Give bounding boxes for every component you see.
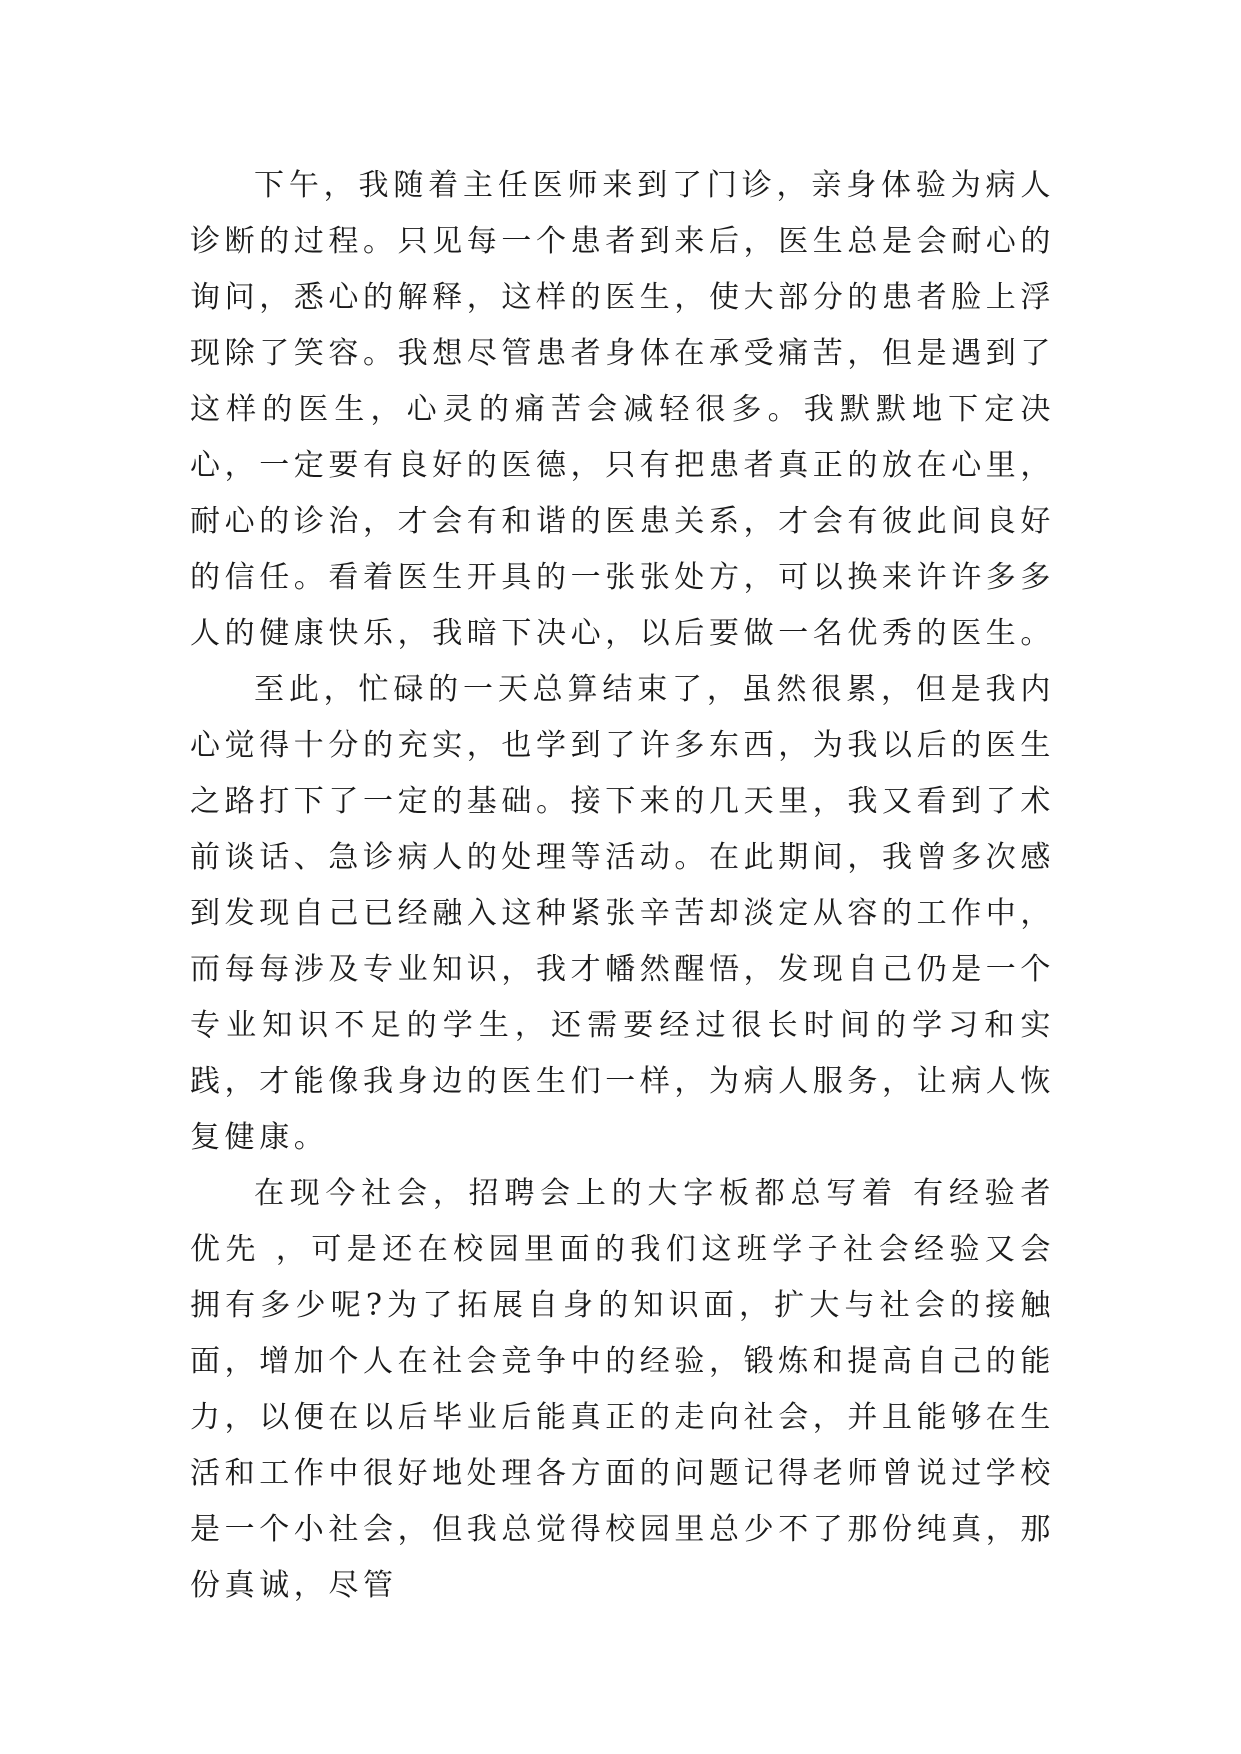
paragraph-outpatient: 下午，我随着主任医师来到了门诊，亲身体验为病人诊断的过程。只见每一个患者到来后，医生总是会耐心的询问，悉心的解释，这样的医生，使大部分的患者脸上浮现除了笑容。我想尽管患者身体在承受痛苦，但是遇到了这样的医生，心灵的痛苦会减轻很多。我默默地下定决心，一定要有良好的医德，只有把患者真正的放在心里，耐心的诊治，才会有和谐的医患关系，才会有彼此间良好的信任。看着医生开具的一张张处方，可以换来许许多多人的健康快乐，我暗下决心，以后要做一名优秀的医生。: [190, 168, 1055, 651]
paragraph-day-summary: 至此，忙碌的一天总算结束了，虽然很累，但是我内心觉得十分的充实，也学到了许多东西，为我以后的医生之路打下了一定的基础。接下来的几天里，我又看到了术前谈话、急诊病人的处理等活动。在此期间，我曾多次感到发现自己已经融入这种紧张辛苦却淡定从容的工作中，而每每涉及专业知识，我才幡然醒悟，发现自己仍是一个专业知识不足的学生，还需要经过很长时间的学习和实践，才能像我身边的医生们一样，为病人服务，让病人恢复健康。: [190, 672, 1055, 1155]
document-body: [190, 158, 1055, 1614]
paragraph-society: 在现今社会，招聘会上的大字板都总写着 有经验者优先 ，可是还在校园里面的我们这班学子社会经验又会拥有多少呢?为了拓展自身的知识面，扩大与社会的接触面，增加个人在社会竞争中的经验，锻炼和提高自己的能力，以便在以后毕业后能真正的走向社会，并且能够在生活和工作中很好地处理各方面的问题记得老师曾说过学校是一个小社会，但我总觉得校园里总少不了那份纯真，那份真诚，尽管: [190, 1176, 1055, 1603]
